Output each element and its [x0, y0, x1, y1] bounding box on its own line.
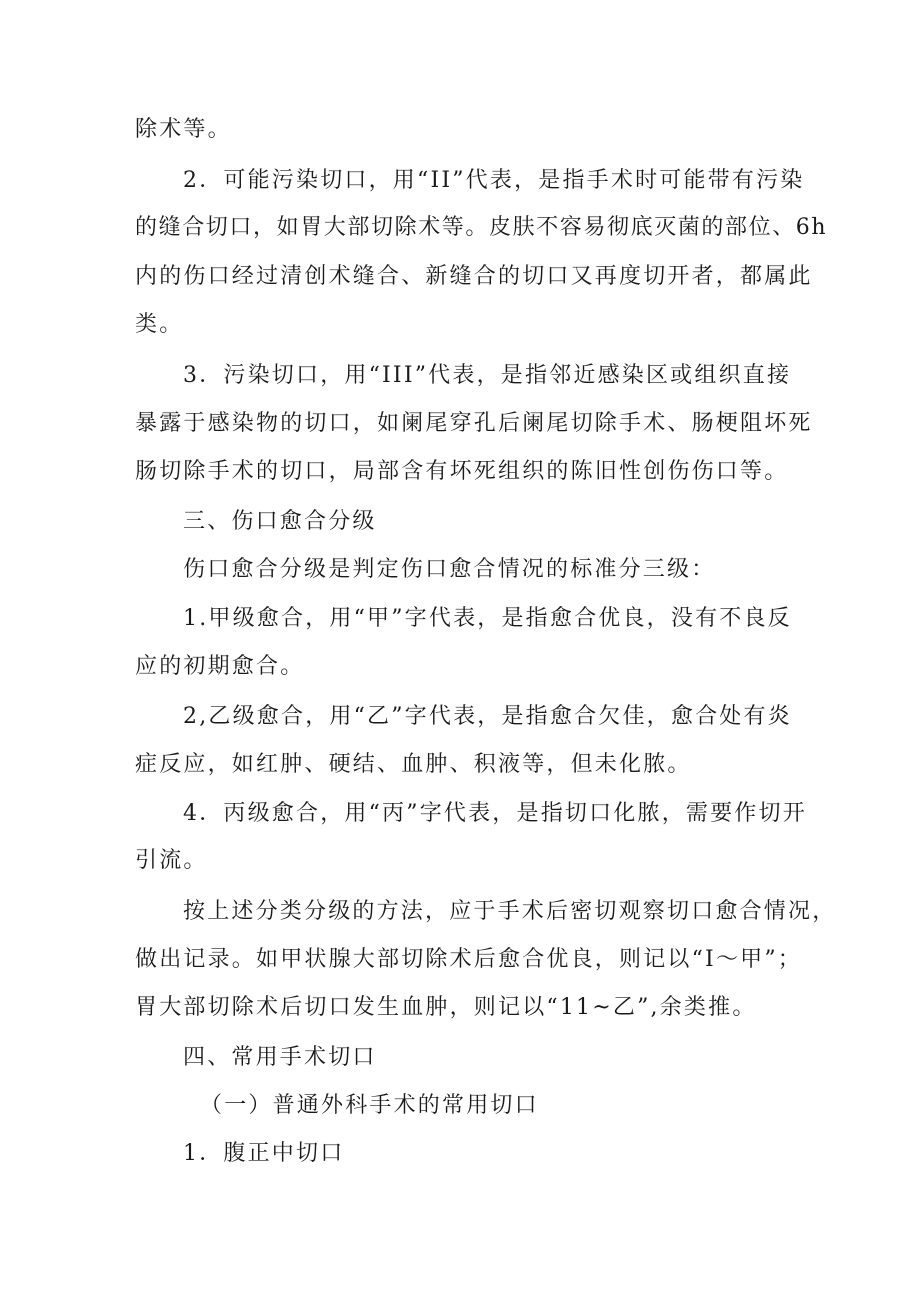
- text-line-12: 应的初期愈合。: [135, 654, 305, 679]
- text-line-19: 胃大部切除术后切口发生血肿，则记以“11~乙”,余类推。: [135, 995, 757, 1020]
- text-line-17: 按上述分类分级的方法，应于手术后密切观察切口愈合情况，: [183, 899, 837, 924]
- text-line-11: 1.甲级愈合，用“甲”字代表，是指愈合优良，没有不良反: [183, 606, 792, 631]
- text-line-2: 2．可能污染切口，用“II”代表，是指手术时可能带有污染: [183, 168, 805, 193]
- text-line-15: 4．丙级愈合，用“丙”字代表，是指切口化脓，需要作切开: [183, 801, 807, 826]
- section-heading-3: 三、伤口愈合分级: [183, 509, 377, 534]
- text-line-4: 内的伤口经过清创术缝合、新缝合的切口又再度切开者，都属此: [135, 264, 813, 289]
- subsection-heading-1: （一）普通外科手术的常用切口: [200, 1093, 539, 1118]
- text-line-5: 类。: [135, 312, 184, 337]
- text-line-18: 做出记录。如甲状腺大部切除术后愈合优良，则记以“I～甲”；: [135, 947, 802, 972]
- text-line-16: 引流。: [135, 848, 208, 873]
- item-heading-1: 1．腹正中切口: [183, 1141, 345, 1166]
- text-line-13: 2,乙级愈合，用“乙”字代表，是指愈合欠佳，愈合处有炎: [183, 704, 792, 729]
- text-line-8: 肠切除手术的切口，局部含有坏死组织的陈旧性创伤伤口等。: [135, 459, 789, 484]
- text-line-7: 暴露于感染物的切口，如阑尾穿孔后阑尾切除手术、肠梗阻坏死: [135, 411, 813, 436]
- text-line-10: 伤口愈合分级是判定伤口愈合情况的标准分三级：: [183, 557, 716, 582]
- section-heading-4: 四、常用手术切口: [183, 1045, 377, 1070]
- text-line-3: 的缝合切口，如胃大部切除术等。皮肤不容易彻底灭菌的部位、6h: [135, 215, 828, 240]
- text-line-1: 除术等。: [135, 117, 232, 142]
- text-line-6: 3．污染切口，用“III”代表，是指邻近感染区或组织直接: [183, 363, 792, 388]
- text-line-14: 症反应，如红肿、硬结、血肿、积液等，但未化脓。: [135, 752, 692, 777]
